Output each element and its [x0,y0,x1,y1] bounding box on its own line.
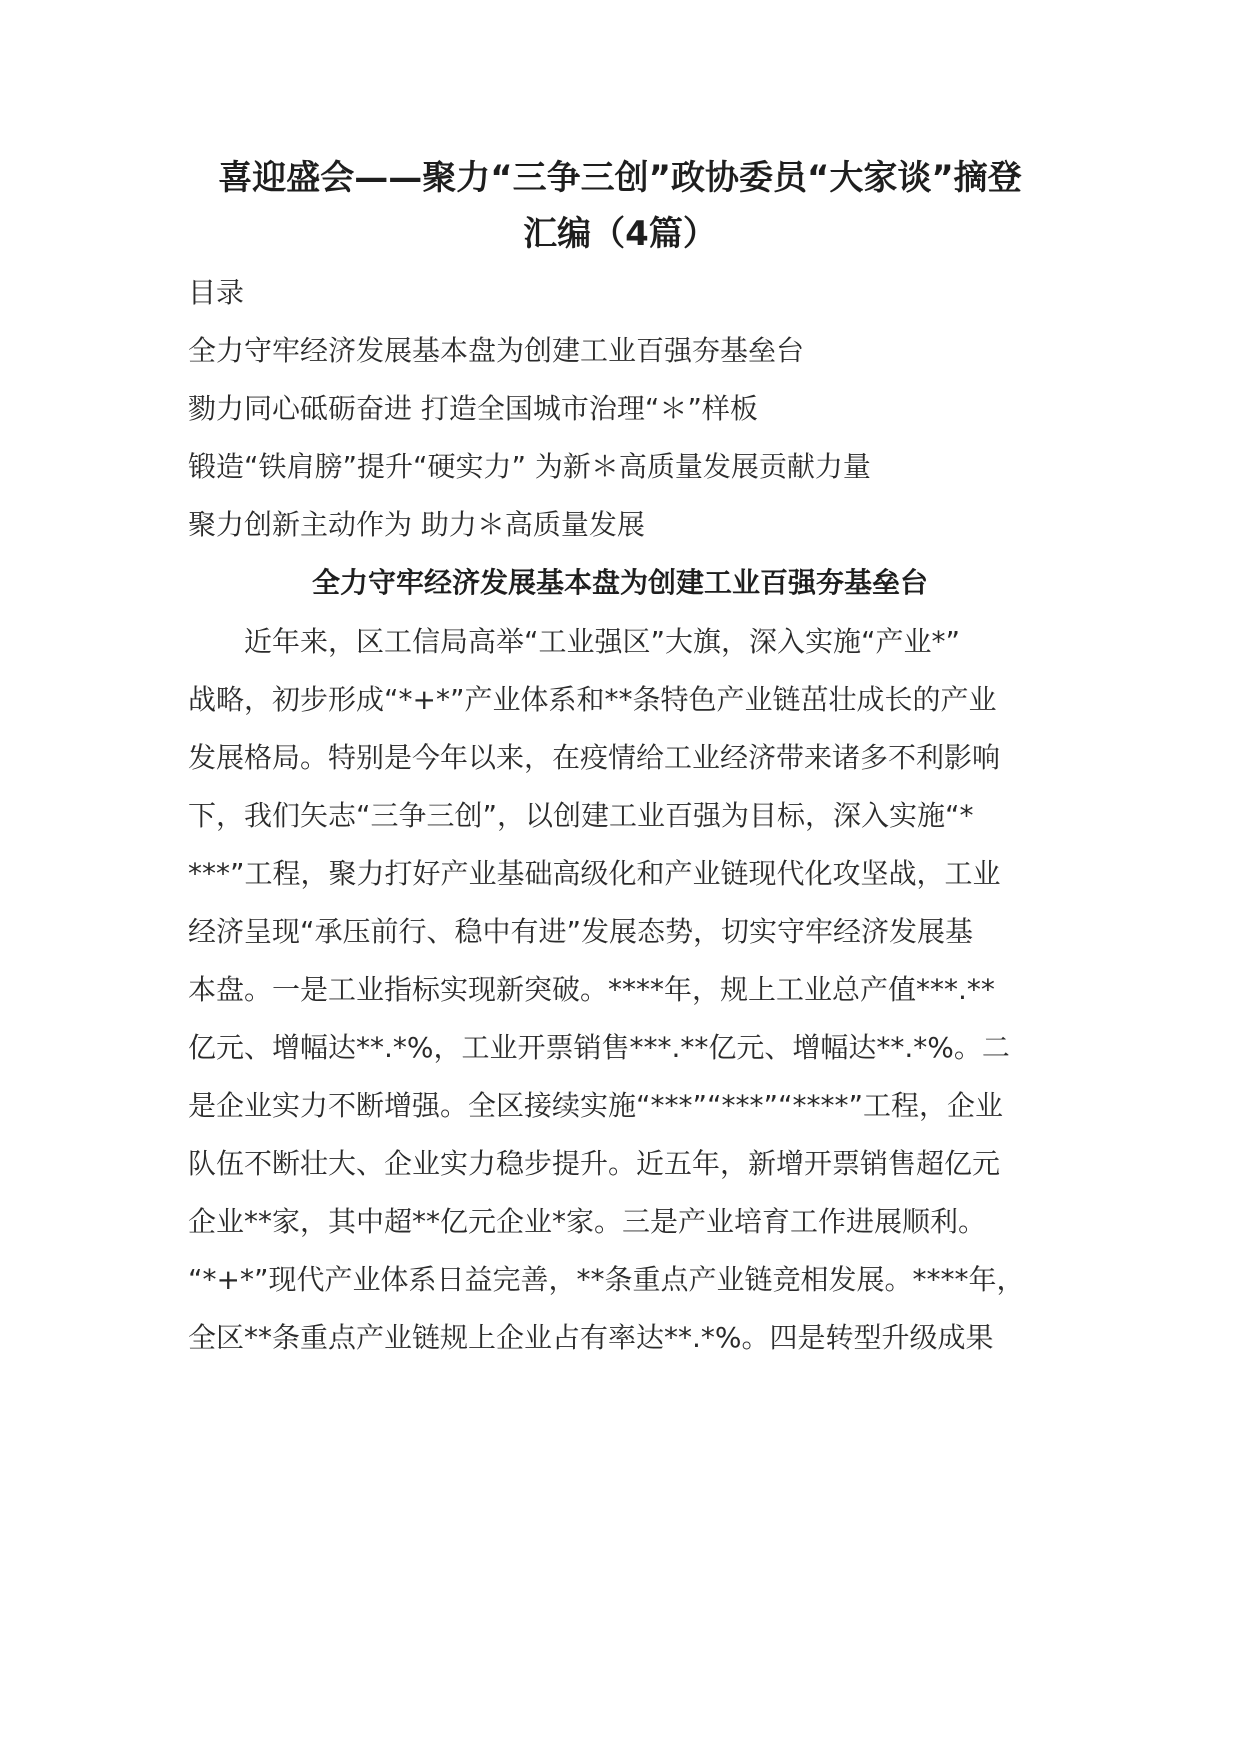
toc-item: 聚力创新主动作为 助力＊高质量发展 [188,508,645,541]
document-title-line-1: 喜迎盛会——聚力“三争三创”政协委员“大家谈”摘登 [218,158,1022,198]
document-title-line-2: 汇编（4篇） [523,214,717,254]
toc-item: 锻造“铁肩膀”提升“硬实力” 为新＊高质量发展贡献力量 [188,450,871,483]
paragraph-line: 全区**条重点产业链规上企业占有率达**.*%。四是转型升级成果 [188,1321,994,1354]
paragraph-line: 亿元、增幅达**.*%，工业开票销售***.**亿元、增幅达**.*%。二 [188,1031,1010,1064]
toc-item: 全力守牢经济发展基本盘为创建工业百强夯基垒台 [188,334,805,367]
paragraph-line: 战略，初步形成“*+*”产业体系和**条特色产业链茁壮成长的产业 [188,683,997,716]
paragraph-line: ***”工程，聚力打好产业基础高级化和产业链现代化攻坚战，工业 [188,857,1001,890]
paragraph-line: 是企业实力不断增强。全区接续实施“***”“***”“****”工程，企业 [188,1089,1004,1122]
paragraph-line: 经济呈现“承压前行、稳中有进”发展态势，切实守牢经济发展基 [188,915,974,948]
paragraph-line: 本盘。一是工业指标实现新突破。****年，规上工业总产值***.** [188,973,995,1006]
paragraph-line: 下，我们矢志“三争三创”，以创建工业百强为目标，深入实施“* [188,799,974,832]
paragraph-line: 队伍不断壮大、企业实力稳步提升。近五年，新增开票销售超亿元 [188,1147,1001,1180]
toc-heading: 目录 [188,276,245,309]
paragraph-line: 发展格局。特别是今年以来，在疫情给工业经济带来诸多不利影响 [188,741,1001,774]
paragraph-line: 企业**家，其中超**亿元企业*家。三是产业培育工作进展顺利。 [188,1205,987,1238]
toc-item: 勠力同心砥砺奋进 打造全国城市治理“＊”样板 [188,392,758,425]
paragraph-line: “*+*”现代产业体系日益完善，**条重点产业链竞相发展。****年， [188,1263,1025,1296]
section-heading: 全力守牢经济发展基本盘为创建工业百强夯基垒台 [311,566,928,599]
paragraph-line: 近年来，区工信局高举“工业强区”大旗，深入实施“产业*” [188,625,961,658]
